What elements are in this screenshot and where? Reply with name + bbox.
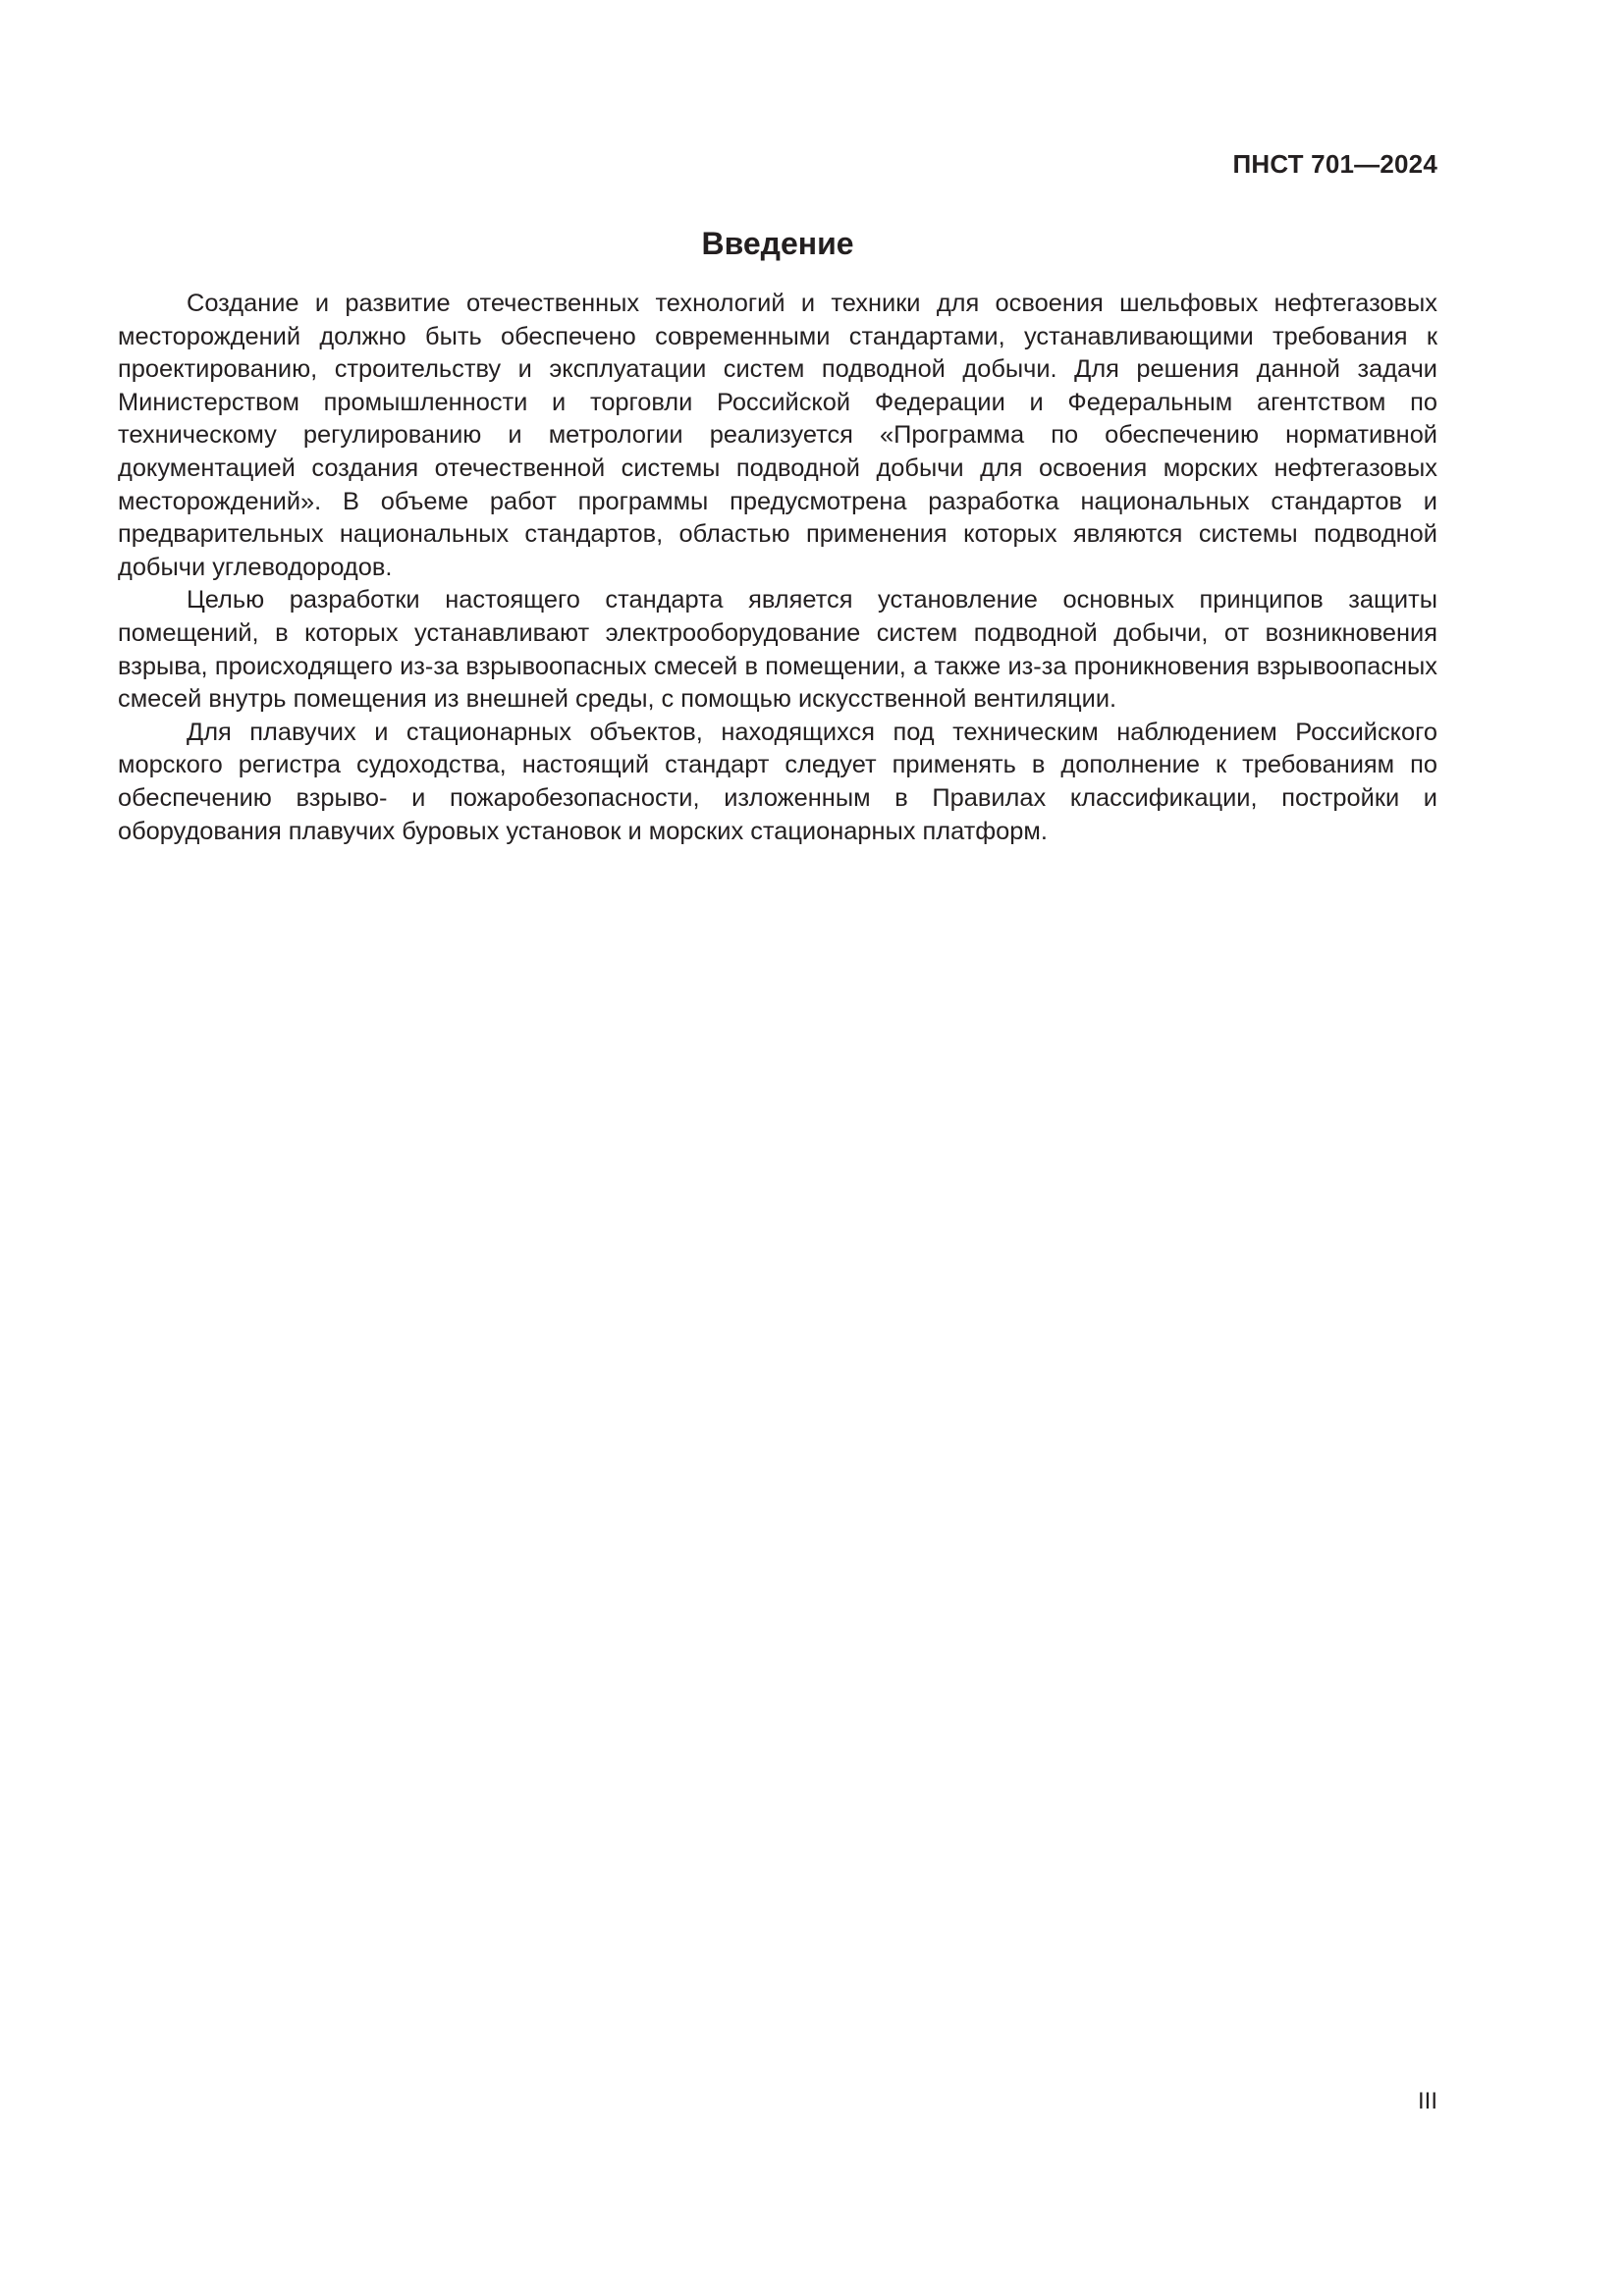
document-code: ПНСТ 701—2024: [1232, 149, 1437, 179]
section-title: Введение: [701, 226, 854, 261]
page-number: III: [1417, 2088, 1437, 2114]
paragraph: Создание и развитие отечественных технологий и техники для освоения шельфовых нефтегазовых месторождений должно быть обеспечено современными стандартами, устанавливающими требования к проектированию, строительству и эксплуатации систем подводной добычи. Для решения данной задачи Министерством промышленности и торговли Российской Федерации и Федеральным агентством по техническому регулированию и метрологии реализуется «Программа по обеспечению нормативной документацией создания отечественной системы подводной добычи для освоения морских нефтегазовых месторождений». В объеме работ программы предусмотрена разработка национальных стандартов и предварительных национальных стандартов, областью применения которых являются системы подводной добычи углеводородов.: [118, 290, 1437, 581]
introduction-body: [118, 288, 1437, 848]
paragraph: Целью разработки настоящего стандарта является установление основных принципов защиты помещений, в которых устанавливают электрооборудование систем подводной добычи, от возникновения взрыва, происходящего из-за взрывоопасных смесей в помещении, а также из-за проникновения взрывоопасных смесей внутрь помещения из внешней среды, с помощью искусственной вентиляции.: [118, 586, 1437, 714]
paragraph: Для плавучих и стационарных объектов, находящихся под техническим наблюдением Российского морского регистра судоходства, настоящий стандарт следует применять в дополнение к требованиям по обеспечению взрыво- и пожаробезопасности, изложенным в Правилах классификации, постройки и оборудования плавучих буровых установок и морских стационарных платформ.: [118, 718, 1437, 845]
